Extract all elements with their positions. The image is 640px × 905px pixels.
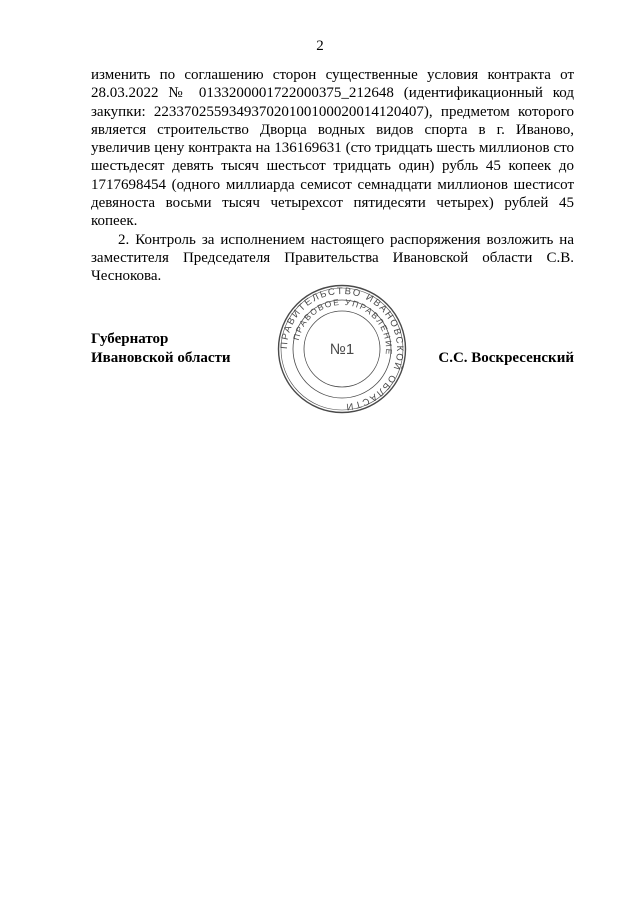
- paragraph-1: изменить по соглашению сторон существенные условия контракта от 28.03.2022 № 0133200001722000375_212648 (идентификационный код закупки: 223370255934937020100100020014120407), предметом которого является строительство Дворца водных видов спорта в г. Иваново, увеличив цену контракта на 136169631 (сто тридцать шесть миллионов сто шестьдесят девять тысяч шестьсот тридцать один) рубль 45 копеек до 1717698454 (одного миллиарда семисот семнадцати миллионов шестисот девяноста восьми тысяч четырехсот пятидесяти четырех) рублей 45 копеек.: [91, 67, 574, 230]
- stamp-outer-text: ПРАВИТЕЛЬСТВО ИВАНОВСКОЙ ОБЛАСТИ: [278, 285, 406, 413]
- signatory-title-line1: Губернатор: [91, 331, 169, 347]
- document-body: [91, 66, 574, 286]
- signatory-title-line2: Ивановской области: [91, 349, 231, 366]
- stamp-inner-text: ПРАВОВОЕ УПРАВЛЕНИЕ: [290, 296, 395, 357]
- stamp-center-number: №1: [329, 341, 355, 358]
- signatory-title: [91, 330, 231, 367]
- paragraph-2: 2. Контроль за исполнением настоящего распоряжения возложить на заместителя Председателя Правительства Ивановской области С.В. Чеснокова.: [91, 231, 574, 285]
- signatory-name: С.С. Воскресенский: [438, 350, 574, 366]
- page-number: 2: [316, 38, 324, 54]
- official-seal-stamp: [277, 284, 407, 414]
